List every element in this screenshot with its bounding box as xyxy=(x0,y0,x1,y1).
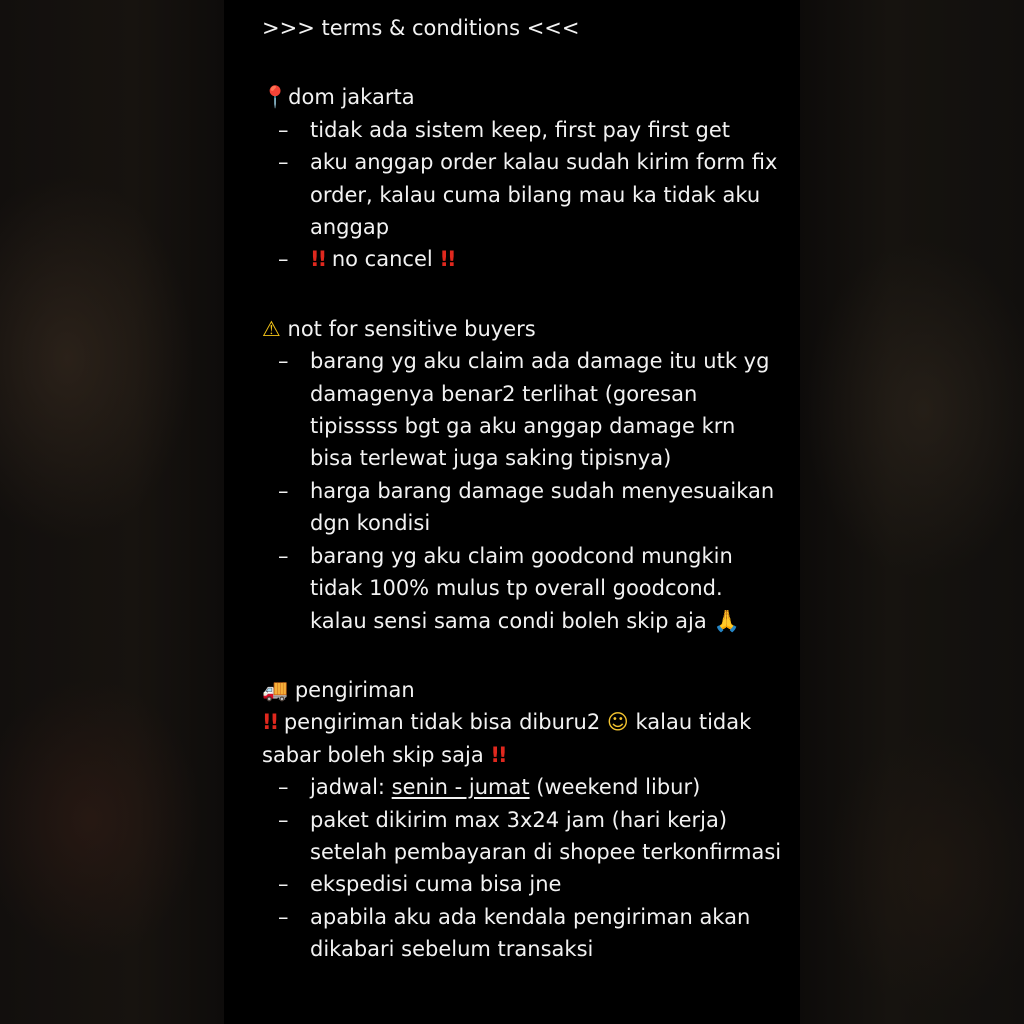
pin-icon: 📍 xyxy=(262,85,289,110)
list-item xyxy=(262,771,782,803)
section-heading-shipping-text: pengiriman xyxy=(294,677,415,702)
list-marker: – xyxy=(278,117,289,142)
double-exclamation-icon: !! xyxy=(310,247,326,272)
list-item xyxy=(262,868,782,900)
section-heading-dom-text: dom jakarta xyxy=(288,85,415,110)
shipping-note-text-2: kalau tidak xyxy=(635,710,752,735)
truck-icon: 🚚 xyxy=(262,677,289,702)
double-exclamation-icon: !! xyxy=(490,742,506,767)
smiling-face-icon: ☺ xyxy=(606,710,629,735)
section-heading-dom xyxy=(262,81,782,113)
blurred-background-right xyxy=(800,0,1024,1024)
list-item xyxy=(262,114,782,146)
list-item-text: barang yg aku claim goodcond mungkin tidak 100% mulus tp overall goodcond. kalau sensi sama condi boleh skip aja xyxy=(310,543,733,633)
list-item-text: paket dikirim max 3x24 jam (hari kerja) setelah pembayaran di shopee terkonfirmasi xyxy=(310,807,782,864)
list-marker: – xyxy=(278,478,289,503)
list-item-text: apabila aku ada kendala pengiriman akan dikabari sebelum transaksi xyxy=(310,904,751,962)
double-exclamation-icon: !! xyxy=(262,710,278,735)
section-heading-sensitive xyxy=(262,313,782,345)
notes-content xyxy=(262,12,782,966)
list-item-text: aku anggap order kalau sudah kirim form fix order, kalau cuma bilang mau ka tidak aku anggap xyxy=(310,150,778,240)
list-item xyxy=(262,475,782,540)
praying-hands-icon: 🙏 xyxy=(713,608,740,633)
double-exclamation-icon: !! xyxy=(439,247,455,272)
list-marker: – xyxy=(278,543,289,568)
list-item-text: no cancel xyxy=(331,247,433,272)
list-marker: – xyxy=(278,872,289,897)
shipping-note-text-3: sabar boleh skip saja xyxy=(262,742,484,767)
list-marker: – xyxy=(278,807,289,832)
list-item xyxy=(262,345,782,475)
schedule-prefix: jadwal: xyxy=(310,775,392,800)
list-marker: – xyxy=(278,349,289,374)
notes-panel xyxy=(224,0,800,1024)
schedule-suffix: (weekend libur) xyxy=(529,775,701,800)
list-item-text: ekspedisi cuma bisa jne xyxy=(310,872,562,897)
list-item-text: barang yg aku claim ada damage itu utk yg damagenya benar2 terlihat (goresan tipisssss bgt ga aku anggap damage krn bisa terlewat juga saking tipisnya) xyxy=(310,349,770,471)
section-heading-shipping xyxy=(262,674,782,706)
warning-icon: ⚠ xyxy=(262,316,281,341)
list-marker: – xyxy=(278,247,289,272)
shipping-note xyxy=(262,706,782,771)
list-item-text: tidak ada sistem keep, first pay first get xyxy=(310,117,730,142)
list-item xyxy=(262,243,782,275)
blurred-background-left xyxy=(0,0,224,1024)
list-item xyxy=(262,540,782,637)
section-heading-sensitive-text: not for sensitive buyers xyxy=(287,316,536,341)
list-marker: – xyxy=(278,775,289,800)
list-item xyxy=(262,901,782,966)
page-title: >>> terms & conditions <<< xyxy=(262,16,580,40)
list-item xyxy=(262,804,782,869)
list-marker: – xyxy=(278,904,289,929)
shipping-note-text-1: pengiriman tidak bisa diburu2 xyxy=(283,710,601,735)
schedule-days: senin - jumat xyxy=(391,775,530,800)
list-marker: – xyxy=(278,150,289,175)
list-item-text: harga barang damage sudah menyesuaikan dgn kondisi xyxy=(310,478,775,536)
list-item xyxy=(262,146,782,243)
